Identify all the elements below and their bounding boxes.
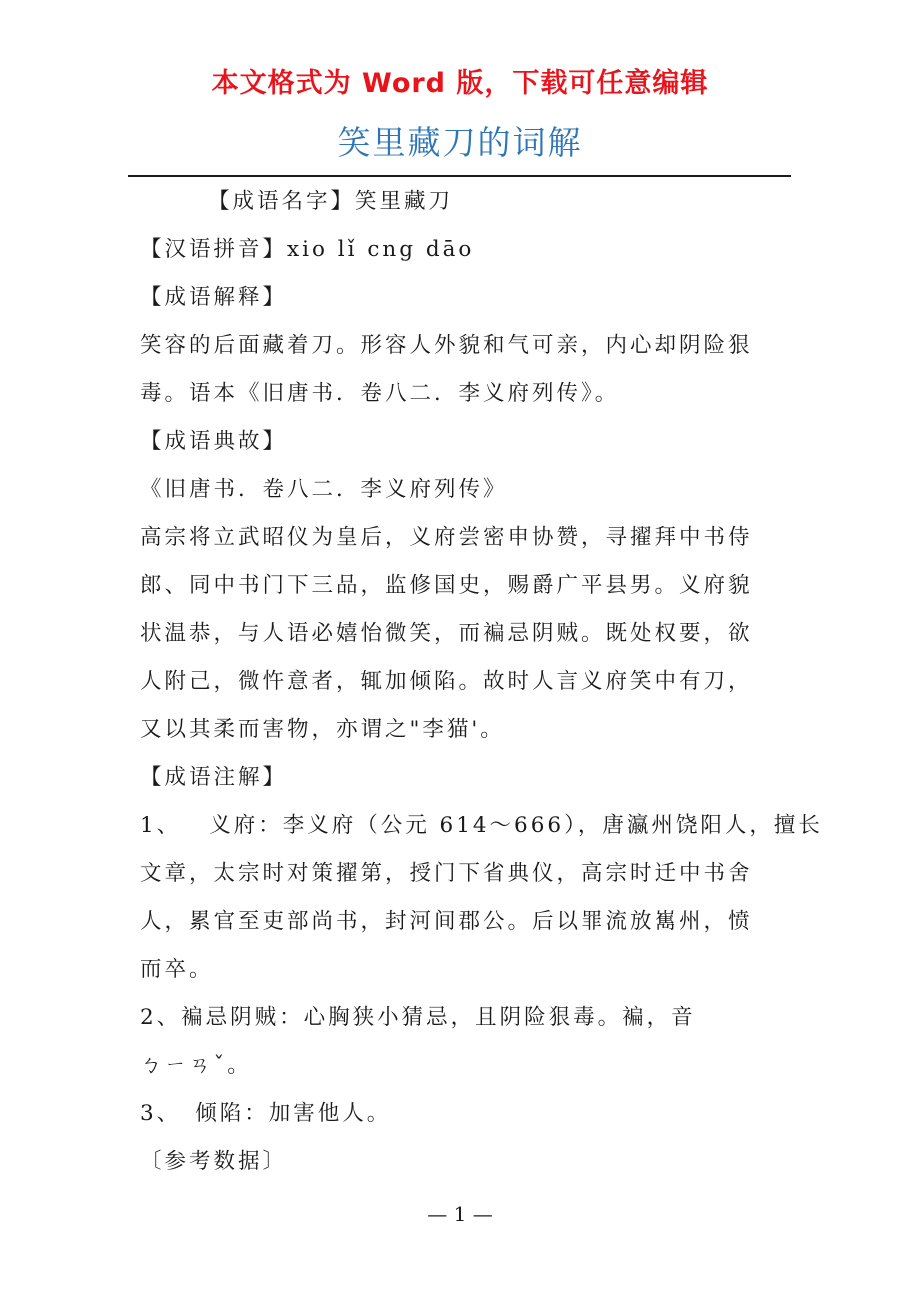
page-number: — 1 —	[427, 1202, 493, 1226]
format-banner: 本文格式为 Word 版，下载可任意编辑	[211, 68, 709, 99]
notes-heading: 【成语注解】	[140, 765, 288, 790]
story-source: 《旧唐书．卷八二．李义府列传》	[140, 477, 508, 502]
note-1-text: 义府：李义府（公元 614～666），唐瀛州饶阳人，擅长	[209, 813, 823, 838]
note-1-line: 而卒。	[140, 957, 214, 982]
note-1-number: 1、	[140, 813, 182, 838]
story-line: 人附己，微忤意者，辄加倾陷。故时人言义府笑中有刀，	[140, 669, 753, 694]
title-divider	[128, 175, 791, 177]
note-3-number: 3、	[140, 1101, 182, 1126]
story-line: 又以其柔而害物，亦谓之"李猫'。	[140, 717, 505, 742]
story-line: 状温恭，与人语必嬉怡微笑，而褊忌阴贼。既处权要，欲	[140, 621, 753, 646]
note-3-line	[140, 1090, 790, 1138]
story-line: 郎、同中书门下三品，监修国史，赐爵广平县男。义府貌	[140, 573, 753, 598]
explanation-heading: 【成语解释】	[140, 285, 288, 310]
note-3-text: 倾陷：加害他人。	[195, 1101, 392, 1126]
pinyin-line: 【汉语拼音】xio lǐ cng dāo	[140, 237, 475, 262]
note-1-line	[140, 802, 823, 850]
note-1-line: 文章，太宗时对策擢第，授门下省典仪，高宗时迁中书舍	[140, 861, 753, 886]
reference-label: 〔参考数据〕	[140, 1149, 288, 1174]
explanation-line: 笑容的后面藏着刀。形容人外貌和气可亲，内心却阴险狠	[140, 333, 753, 358]
page-title: 笑里藏刀的词解	[337, 123, 583, 162]
idiom-name-line: 【成语名字】笑里藏刀	[208, 189, 454, 214]
note-1-line: 人，累官至吏部尚书，封河间郡公。后以罪流放嶲州，愤	[140, 909, 753, 934]
note-2-line: 2、褊忌阴贼：心胸狭小猜忌，且阴险狠毒。褊，音	[140, 1005, 696, 1030]
story-heading: 【成语典故】	[140, 429, 288, 454]
explanation-line: 毒。语本《旧唐书．卷八二．李义府列传》。	[140, 381, 620, 406]
note-2-line: ㄅㄧㄢˇ。	[140, 1053, 252, 1078]
story-line: 高宗将立武昭仪为皇后，义府尝密申协赞，寻擢拜中书侍	[140, 525, 753, 550]
document-body	[140, 178, 823, 1186]
